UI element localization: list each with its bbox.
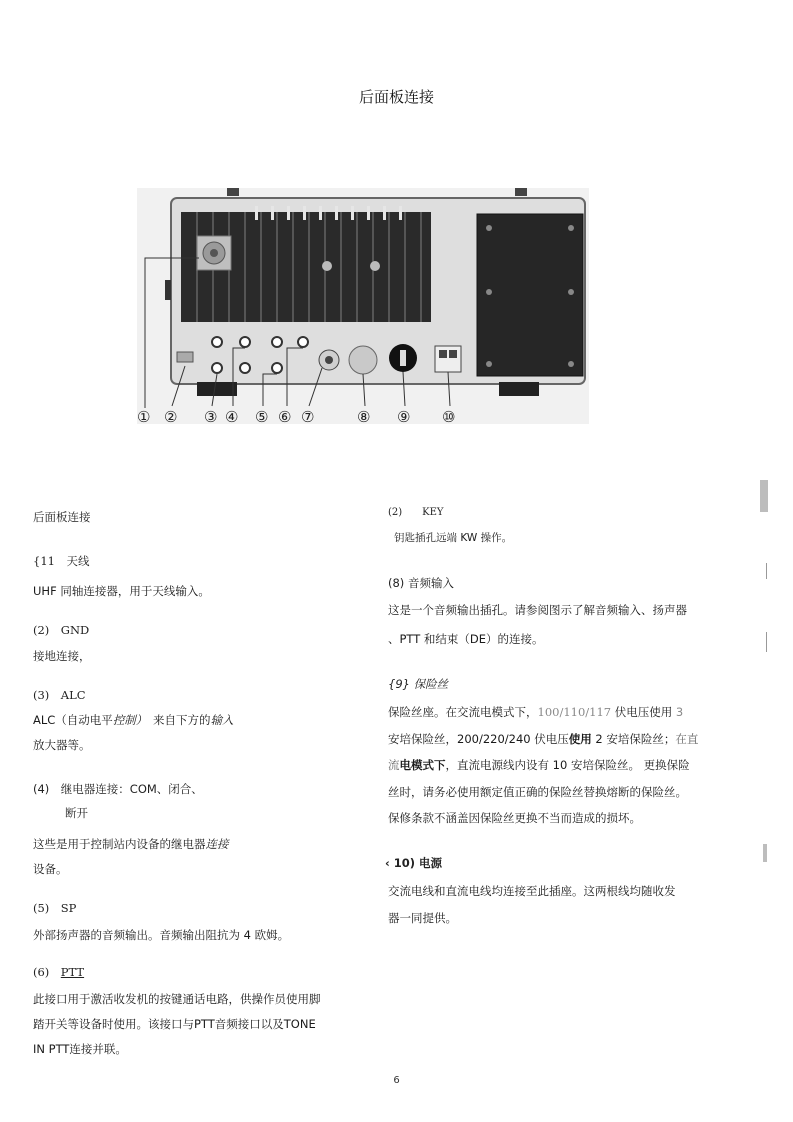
item-4-label: (4) 继电器连接：COM、闭合、 xyxy=(33,782,203,796)
callout-6: ⑥ xyxy=(278,408,292,424)
item-6-line-3: IN PTT连接并联。 xyxy=(33,1042,127,1056)
scan-artifact xyxy=(763,844,767,862)
item-9-line-2: 安培保险丝，200/220/240 伏电压使用 2 安培保险丝；在直 xyxy=(388,732,699,746)
item-1-label: {11 天线 xyxy=(33,554,90,568)
item-9-line-5: 保修条款不涵盖因保险丝更换不当而造成的损坏。 xyxy=(388,811,641,825)
callout-5: ⑤ xyxy=(255,408,269,424)
item-9-line-3: 流电模式下，直流电源线内设有 10 安培保险丝。 更换保险 xyxy=(388,758,690,772)
callout-2: ② xyxy=(164,408,178,424)
callout-7: ⑦ xyxy=(301,408,315,424)
callout-9: ⑨ xyxy=(397,408,411,424)
item-5-label: (5) SP xyxy=(33,901,77,915)
item-4-text: 这些是用于控制站内设备的继电器连接 xyxy=(33,837,229,851)
item-10-line-1: 交流电线和直流电线均连接至此插座。这两根线均随收发 xyxy=(388,884,676,898)
callout-3: ③ xyxy=(204,408,218,424)
item-8-line-2: 、PTT 和结束（DE）的连接。 xyxy=(388,632,544,646)
item-9-line-4: 丝时，请务必使用额定值正确的保险丝替换熔断的保险丝。 xyxy=(388,785,687,799)
item-4-text-cont: 设备。 xyxy=(33,862,68,876)
item-6-line-1: 此接口用于激活收发机的按键通话电路，供操作员使用脚 xyxy=(33,992,321,1006)
scan-artifact xyxy=(766,563,767,579)
scan-artifact xyxy=(766,632,767,652)
item-2-text: 接地连接， xyxy=(33,649,91,663)
item-10-label: ‹ 10) 电源 xyxy=(385,856,443,870)
item-6-line-2: 踏开关等设备时使用。该接口与PTT音频接口以及TONE xyxy=(33,1017,316,1031)
callout-1: ① xyxy=(137,408,151,424)
item-3-text-cont: 放大器等。 xyxy=(33,738,91,752)
rear-panel-photo xyxy=(137,188,589,424)
item-10-line-2: 器一同提供。 xyxy=(388,911,457,925)
item-5-text: 外部扬声器的音频输出。音频输出阻抗为 4 欧姆。 xyxy=(33,928,290,942)
item-6-label: (6) PTT xyxy=(33,965,85,979)
item-9-line-1: 保险丝座。在交流电模式下，100/110/117 伏电压使用 3 xyxy=(388,705,684,719)
item-1-text: UHF 同轴连接器，用于天线输入。 xyxy=(33,584,210,598)
callout-10: ⑩ xyxy=(442,408,456,424)
item-7-label: (2) KEY xyxy=(388,507,444,518)
page-title: 后面板连接 xyxy=(358,88,434,106)
item-3-text: ALC（自动电平控制） 来自下方的输入 xyxy=(33,713,234,727)
item-9-label: {9} 保险丝 xyxy=(388,677,449,691)
page-number: 6 xyxy=(393,1075,400,1086)
item-8-label: (8) 音频输入 xyxy=(388,576,454,590)
item-3-label: (3) ALC xyxy=(33,688,86,702)
item-8-line-1: 这是一个音频输出插孔。请参阅图示了解音频输入、扬声器 xyxy=(388,603,687,617)
callout-8: ⑧ xyxy=(357,408,371,424)
callout-4: ④ xyxy=(225,408,239,424)
item-4-label-cont: 断开 xyxy=(65,806,88,820)
item-2-label: (2) GND xyxy=(33,623,90,637)
scan-artifact xyxy=(760,480,768,512)
section-heading: 后面板连接 xyxy=(33,510,91,524)
item-7-text: 钥匙插孔远端 KW 操作。 xyxy=(394,532,513,544)
